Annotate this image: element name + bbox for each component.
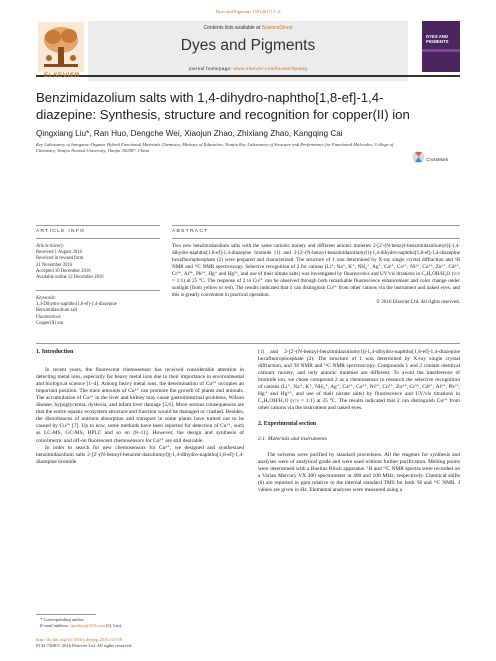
email-suffix: (Q. Liu). xyxy=(104,623,123,628)
experimental-heading: 2. Experimental section xyxy=(258,421,317,428)
keywords-rule xyxy=(36,290,160,291)
affiliation: Key Laboratory of Inorganic-Organic Hybrid Functional Materials Chemistry, Ministry of Education, Tianjin Key Laboratory of Structure and Performance for Functional Molecules, College of Chemistry, Tianjin Normal University, Tianjin 300387, China xyxy=(36,142,394,154)
article-title: Benzimidazolium salts with 1,4-dihydro-naphtho[1,8-ef]-1,4-diazepine: Synthesis, structure and recognition for copper(II) ion xyxy=(36,90,410,122)
author-list[interactable]: Qingxiang Liu*, Ran Huo, Dengche Wei, Xiaojun Zhao, Zhixiang Zhao, Kangqing Cai xyxy=(36,129,343,138)
right-paragraph: (1) and 2-[2′-(N-benzyl-benzimidazoliumyl)]-1,4-dihydro-naphtho[1,8-ef]-1,4-diazepine hexafluorophosphate (2). The structure of 1 was determined by X-ray single crystal diffraction, and ¹H NMR and ¹³C NMR spectroscopy. Compounds 1 and 2 contain identical cationic moiety, and only anionic moieties are different. To avoid the interference of bromide ion, we chose compound 2 as a chemosensor to research the selective recognition of cations (Li⁺, Na⁺, K⁺, NH₄⁺, Ag⁺, Ca²⁺, Co²⁺, Ni²⁺, Cu²⁺, Zn²⁺, Cr³⁺, Cd²⁺, Al³⁺, Pb²⁺, Hg⁺ and Hg²⁺, and use of their nitrate salts) by fluorescence and UV/vis titrations in C₂H₅OH/H₂O (v:v = 1:1) at 25 °C. The results indicated that 2 can distinguish Cu²⁺ from other cations via the instrument and naked eyes. xyxy=(258,349,460,412)
abstract-text: Two new benzimidazolium salts with the same cationic moiety and different anionic moieties 2-[2′-(N-benzyl-benzimidazoliumyl)]-1,4-dihydro-naphtho[1,8-ef]-1,4-diazepine bromide (1) and 2-[2′-(N-benzyl-benzimidazoliumyl)]-1,4-dihydro-naphtho[1,8-ef]-1,4-diazepine hexafluorophosphate (2) were prepared and characterized. The structure of 1 was determined by X-ray single crystal diffraction and ¹H NMR and ¹³C NMR spectroscopy. Selective recognition of 2 for cations (Li⁺, Na⁺, K⁺, NH₄⁺, Ag⁺, Ca²⁺, Co²⁺, Ni²⁺, Cu²⁺, Zn²⁺, Cd²⁺, Cr³⁺, Al³⁺, Pb²⁺, Hg⁺ and Hg²⁺, and use of their nitrate salts) was investigated by fluorescence and UV/vis titrations in C₂H₅OH/H₂O (v:v = 1:1) at 25 °C. The response of 2 to Cu²⁺ can be observed through both remarkable fluorescence enhancement and color change under sunlight (from yellow to red). The results indicated that 2 can distinguish Cu²⁺ from other cations via the instrument and naked eyes, and this is greatly convenient in practical operation. xyxy=(172,243,460,298)
keywords-label: Keywords: xyxy=(36,296,57,301)
email-line xyxy=(40,623,240,629)
homepage-link[interactable]: www.elsevier.com/locate/dyepig xyxy=(233,67,308,72)
elsevier-tree-logo xyxy=(38,22,84,72)
header-rule xyxy=(36,75,460,77)
info-top-rule xyxy=(36,225,160,226)
history-item: Received 1 August 2016 xyxy=(36,250,82,256)
crossmark-icon xyxy=(412,150,425,165)
crossmark-label: CrossMark xyxy=(426,157,449,162)
article-info-heading: ARTICLE INFO xyxy=(36,229,86,234)
cover-band xyxy=(422,49,460,52)
abstract-body xyxy=(172,243,460,306)
corresponding-author-note: * Corresponding author. xyxy=(40,617,85,622)
front-matter-end-rule xyxy=(36,343,460,344)
info-bottom-rule xyxy=(36,238,160,239)
footnote-corresponding xyxy=(40,617,240,629)
journal-reference[interactable]: Dyes and Pigments 139 (2017) 1–6 xyxy=(215,9,281,14)
issn-line: 0143-7208/© 2016 Elsevier Ltd. All rights reserved. xyxy=(36,643,133,648)
keywords xyxy=(36,296,156,327)
history-item: 21 November 2016 xyxy=(36,262,73,268)
keyword-item[interactable]: Benzimidazolium salt xyxy=(36,308,78,314)
intro-paragraph: In recent years, the fluorescent chemosensor has received considerable attention in detecting metal ions, especially for heavy metal ions due to their importance in environmental and biological science [1–4]. Among heavy metal ions, the determination of Cu²⁺ occupies an important position. The trace amounts of Cu²⁺ can promote the growth of plants and animals. The accumulation of Cu²⁺ in the liver and kidney may cause gastrointestinal problems, Wilson disease, hypoglycemia, dyslexia, and infant liver damage [5,6]. More serious consequences are that the entire aquatic ecosystem structure and function would be damaged or crashed. Besides, the disturbances of nutrient absorption and transport in some plants have turned out to be caused by Cu²⁺ [7]. Up to now, some methods have been reported for detection of Cu²⁺, such as LC-MS, GC-MS, HPLC and so on [8–11]. However, the design and synthesis of colorimetric and off-on fluorescent chemosensors for Cu²⁺ are still desirable. xyxy=(36,367,244,444)
materials-subheading: 2.1. Materials and instruments xyxy=(258,436,327,443)
footnote-rule xyxy=(36,614,96,615)
history-label: Article history: xyxy=(36,244,65,249)
sciencedirect-link[interactable]: ScienceDirect xyxy=(261,25,293,31)
article-history xyxy=(36,244,156,281)
journal-cover-image[interactable] xyxy=(422,21,460,72)
left-column xyxy=(36,349,244,466)
abstract-top-rule xyxy=(172,225,460,226)
journal-title: Dyes and Pigments xyxy=(180,37,316,54)
email-link[interactable]: tjnuliqx@163.com xyxy=(70,623,105,628)
footnote-doi-issn xyxy=(36,637,256,649)
publisher-name: ELSEVIER xyxy=(44,72,80,79)
crossmark-badge[interactable] xyxy=(412,150,460,170)
contents-line xyxy=(88,25,408,31)
history-item: Received in revised form xyxy=(36,256,84,262)
abstract-copyright: © 2016 Elsevier Ltd. All rights reserved. xyxy=(376,298,460,305)
intro-heading: 1. Introduction xyxy=(36,349,74,355)
cover-title: DYES AND PIGMENTS xyxy=(426,34,449,44)
contents-prefix: Contents lists available at xyxy=(203,25,262,31)
history-item: Available online 12 December 2016 xyxy=(36,275,104,281)
experimental-paragraph: The solvents were purified by standard procedures. All the reagents for synthesis and analyses were of analytical grade and were used without further purification. Melting points were determined with a Boetius Block apparatus. ¹H and ¹³C NMR spectra were recorded on a Varian Mercury VX 400 spectrometer at 400 and 100 MHz, respectively. Chemical shifts (δ) are reported in ppm relative to the internal standard TMS for both ¹H and ¹³C NMR. J values are given in Hz. Elemental analyses were measured using a xyxy=(258,451,460,493)
keyword-item[interactable]: Fluorescence xyxy=(36,314,61,320)
doi-link[interactable]: http://dx.doi.org/10.1016/j.dyepig.2016.12.018 xyxy=(36,637,123,642)
history-item: Accepted 10 December 2016 xyxy=(36,268,91,274)
abstract-bottom-rule xyxy=(172,238,460,239)
journal-homepage xyxy=(88,67,408,72)
keyword-item[interactable]: Copper(II) ion xyxy=(36,320,64,326)
email-prefix: E-mail address: xyxy=(40,623,71,628)
intro-paragraph: In order to search for new chemosensors for Cu²⁺, we designed and synthesized benzimidazolium salts 2-[2′-(N-benzyl-benzimi-dazoliumyl)]-1,4-dihydro-naphtho[1,8-ef]-1,4-diazepine bromide xyxy=(36,444,244,465)
right-column xyxy=(258,349,460,494)
abstract-heading: ABSTRACT xyxy=(172,229,209,234)
homepage-prefix: journal homepage: xyxy=(188,67,234,72)
keyword-item[interactable]: 1,4-Dihydro-naphtho[1,8-ef]-1,4-diazepine xyxy=(36,302,117,308)
